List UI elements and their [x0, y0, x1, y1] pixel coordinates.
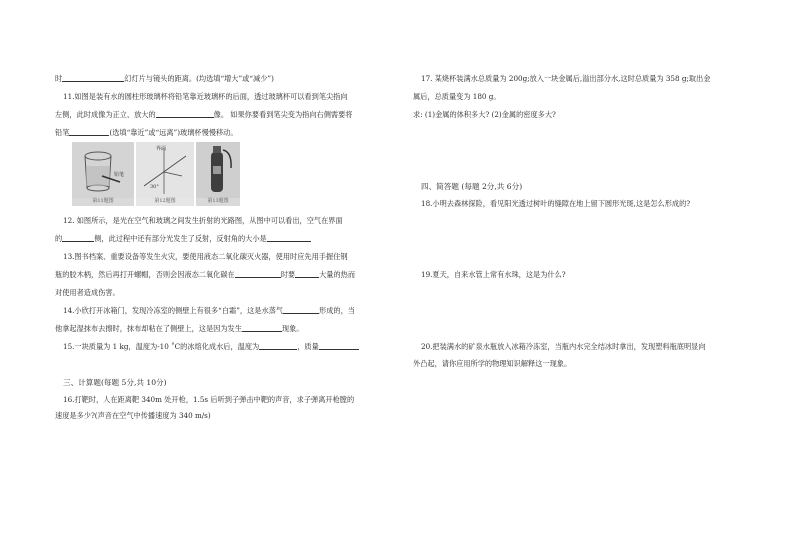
figure-11-label: 第11题图 — [92, 198, 114, 204]
q20-line2: 外凸起，请你应用所学的物理知识解释这一现象。 — [413, 359, 572, 368]
q11-line2 — [55, 110, 353, 119]
text: 左侧，此时成像为正立、放大的 — [55, 110, 156, 119]
q17-line3: 求: (1)金属的体积多大? (2)金属的密度多大? — [413, 110, 556, 119]
blank[interactable] — [283, 306, 319, 314]
text: 15.一块质量为 1 kg，温度为-10 ˚C的冰熔化成水后，温度为 — [63, 342, 260, 351]
angle-label: 30° — [150, 184, 159, 190]
q14-line2 — [55, 324, 303, 333]
blank[interactable] — [156, 110, 214, 118]
q20-line1: 20.把装满水的矿泉水瓶放入冰箱冷冻室，当瓶内水完全结冰时拿出，发现塑料瓶底明显向 — [421, 342, 706, 351]
text: 像。 如果你要看到笔尖变为指向右侧需要将 — [213, 110, 353, 119]
blank[interactable] — [69, 128, 109, 136]
q12-line1: 12. 如图所示，是光在空气和玻璃之间发生折射的光路图，从图中可以看出，空气在界面 — [63, 216, 343, 225]
q11-line1: 11.如图是装有水的圆柱形玻璃杯将铅笔靠近玻璃杯的后面，透过玻璃杯可以看到笔尖指向 — [63, 92, 348, 101]
figure-13-label: 第13题图 — [207, 198, 229, 204]
text: (选填“靠近”或“远离”)玻璃杯慢慢移动。 — [109, 128, 238, 137]
q11-line3 — [55, 128, 238, 137]
q16-line1: 16.打靶时，人在距离靶 340m 处开枪，1.5s 后听到子弹击中靶的声音，求子弹离开枪膛的 — [63, 395, 355, 404]
text: 瓶的胶木柄，然后再打开螺帽，否则会因液态二氧化碳在 — [55, 270, 235, 279]
figures-row — [72, 142, 240, 206]
blank[interactable] — [242, 324, 282, 332]
text: 时 — [55, 74, 63, 83]
q18-line: 18.小明去森林探险，看见阳光透过树叶的缝隙在地上留下圆形光斑,这是怎么形成的? — [421, 199, 691, 208]
figure-13 — [196, 142, 240, 206]
q17-line2: 属后，总质量变为 180 g。 — [413, 92, 501, 101]
text: 时要 — [280, 270, 296, 279]
fire-extinguisher-figure — [196, 142, 240, 198]
figure-12-label: 第12题图 — [154, 198, 176, 204]
line-q10-tail — [55, 74, 274, 83]
q15-line — [63, 342, 359, 351]
text: 他拿起湿抹布去擦时，抹布却粘在了侧壁上，这是因为发生 — [55, 324, 242, 333]
section-4-heading: 四、简答题 (每题 2分,共 6分) — [421, 182, 523, 191]
q17-line1: 17. 某烧杯装满水总质量为 200g;放入一块金属后,溢出部分水,这时总质量为 358 g;取出金 — [421, 74, 711, 83]
text: 现象。 — [281, 324, 304, 333]
text: 大量的热而 — [319, 270, 356, 279]
q14-line1 — [63, 306, 355, 315]
blank[interactable] — [62, 74, 124, 82]
blank[interactable] — [62, 234, 94, 242]
text: 的 — [55, 234, 63, 243]
blank[interactable] — [295, 270, 319, 278]
text: 幻灯片与镜头的距离。(均选填“增大”或“减少”) — [124, 74, 274, 83]
glass-cup-figure — [72, 142, 134, 198]
blank[interactable] — [319, 342, 359, 350]
section-3-heading: 三、计算题(每题 5分,共 10分) — [63, 378, 167, 387]
text: 14.小欣打开冰箱门，发现冷冻室的侧壁上有很多“白霜”，这是水蒸气 — [63, 306, 284, 315]
pencil-label: 铅笔 — [114, 172, 125, 178]
q13-line3: 对使用者造成伤害。 — [55, 288, 120, 297]
figure-12 — [136, 142, 194, 206]
q19-line: 19.夏天，自来水管上常有水珠，这是为什么? — [421, 270, 566, 279]
q13-line1: 13.图书档案、重要设备等发生火灾，要使用液态二氧化碳灭火器，使用时应先用手握住钢 — [63, 252, 348, 261]
figure-11 — [72, 142, 134, 206]
blank[interactable] — [267, 234, 311, 242]
q13-line2 — [55, 270, 355, 279]
interface-label: 界面 — [156, 146, 167, 152]
text: 侧，此过程中还有部分光发生了反射，反射角的大小是 — [94, 234, 267, 243]
text: 铅笔 — [55, 128, 70, 137]
blank[interactable] — [259, 342, 297, 350]
blank[interactable] — [235, 270, 281, 278]
refraction-diagram — [136, 142, 194, 198]
text: 形成的，当 — [319, 306, 355, 315]
q16-line2: 速度是多少?(声音在空气中传播速度为 340 m/s) — [55, 411, 211, 420]
q12-line2 — [55, 234, 311, 243]
text: ，质量 — [297, 342, 319, 351]
